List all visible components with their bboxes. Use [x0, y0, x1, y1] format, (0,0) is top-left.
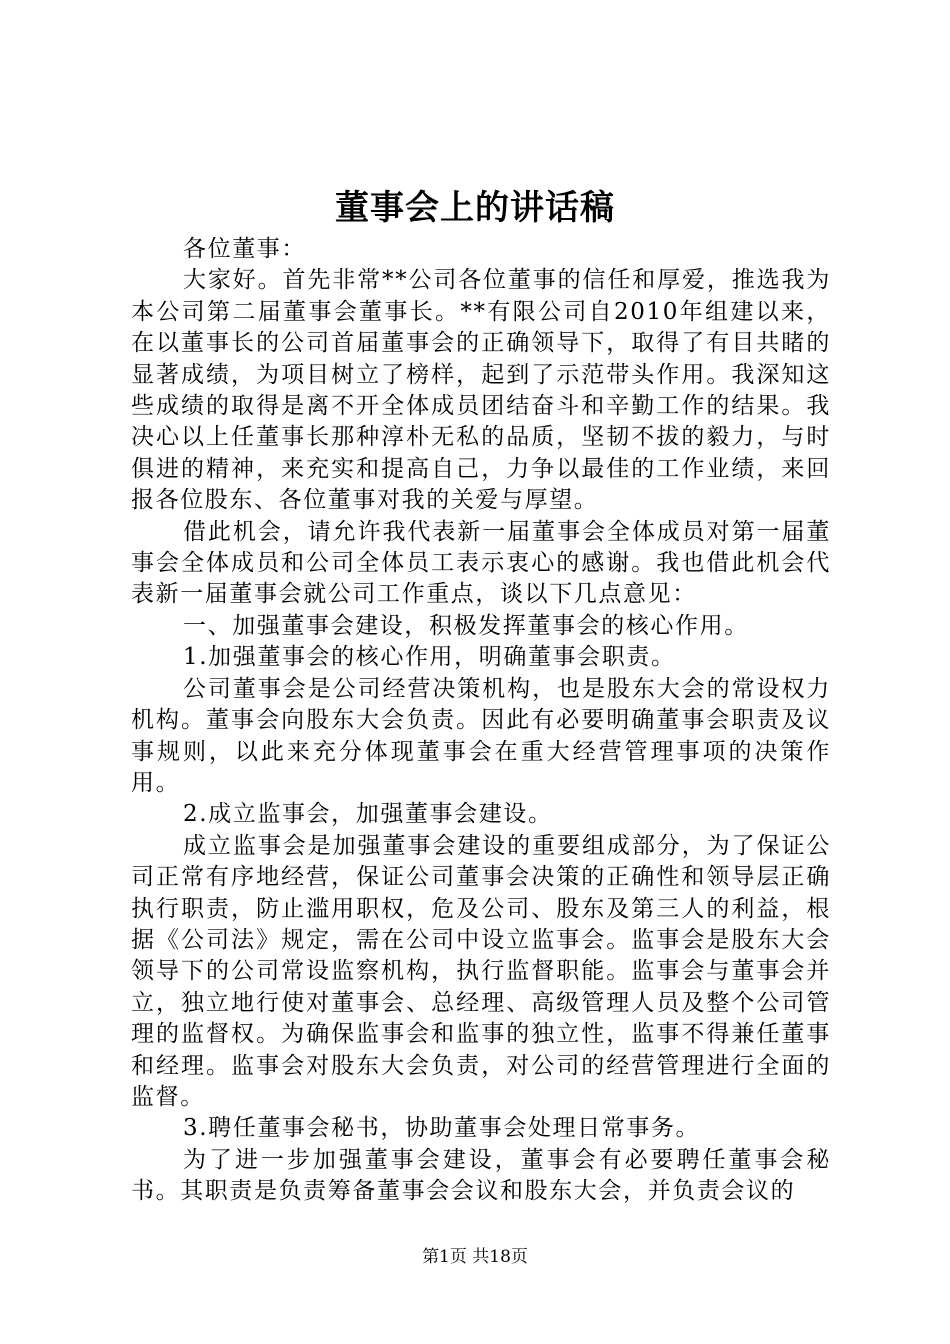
- document-title: 董事会上的讲话稿: [335, 188, 615, 228]
- salutation: 各位董事：: [183, 236, 306, 262]
- subheading-3: 3.聘任董事会秘书，协助董事会处理日常事务。: [183, 1115, 701, 1142]
- section-heading-1: 一、加强董事会建设，积极发挥董事会的核心作用。: [183, 612, 749, 639]
- paragraph-greeting: 大家好。首先非常**公司各位董事的信任和厚爱，推选我为本公司第二届董事会董事长。**有限公司自2010年组建以来，在以董事长的公司首届董事会的正确领导下，取得了有目共睹的显著成绩，为项目树立了榜样，起到了示范带头作用。我深知这些成绩的取得是离不开全体成员团结奋斗和辛勤工作的结果。我决心以上任董事长那种淳朴无私的品质，坚韧不拔的毅力，与时俱进的精神，来充实和提高自己，力争以最佳的工作业绩，来回报各位股东、各位董事对我的关爱与厚望。: [131, 267, 831, 514]
- subheading-2: 2.成立监事会，加强董事会建设。: [183, 801, 553, 828]
- paragraph-board-role: 公司董事会是公司经营决策机构，也是股东大会的常设权力机构。董事会向股东大会负责。因此有必要明确董事会职责及议事规则，以此来充分体现董事会在重大经营管理事项的决策作用。: [131, 675, 831, 796]
- paragraph-thanks: 借此机会，请允许我代表新一届董事会全体成员对第一届董事会全体成员和公司全体员工表示衷心的感谢。我也借此机会代表新一届董事会就公司工作重点，谈以下几点意见：: [131, 518, 831, 608]
- paragraph-supervisory-board: 成立监事会是加强董事会建设的重要组成部分，为了保证公司正常有序地经营，保证公司董事会决策的正确性和领导层正确执行职责，防止滥用职权，危及公司、股东及第三人的利益，根据《公司法》规定，需在公司中设立监事会。监事会是股东大会领导下的公司常设监察机构，执行监督职能。监事会与董事会并立，独立地行使对董事会、总经理、高级管理人员及整个公司管理的监督权。为确保监事会和监事的独立性，监事不得兼任董事和经理。监事会对股东大会负责，对公司的经营管理进行全面的监督。: [131, 832, 831, 1110]
- document-body: [131, 234, 831, 1208]
- page-indicator: 第1页 共18页: [422, 1247, 528, 1267]
- paragraph-secretary: 为了进一步加强董事会建设，董事会有必要聘任董事会秘书。其职责是负责筹备董事会会议和股东大会，并负责会议的: [131, 1146, 831, 1205]
- subheading-1: 1.加强董事会的核心作用，明确董事会职责。: [183, 644, 676, 671]
